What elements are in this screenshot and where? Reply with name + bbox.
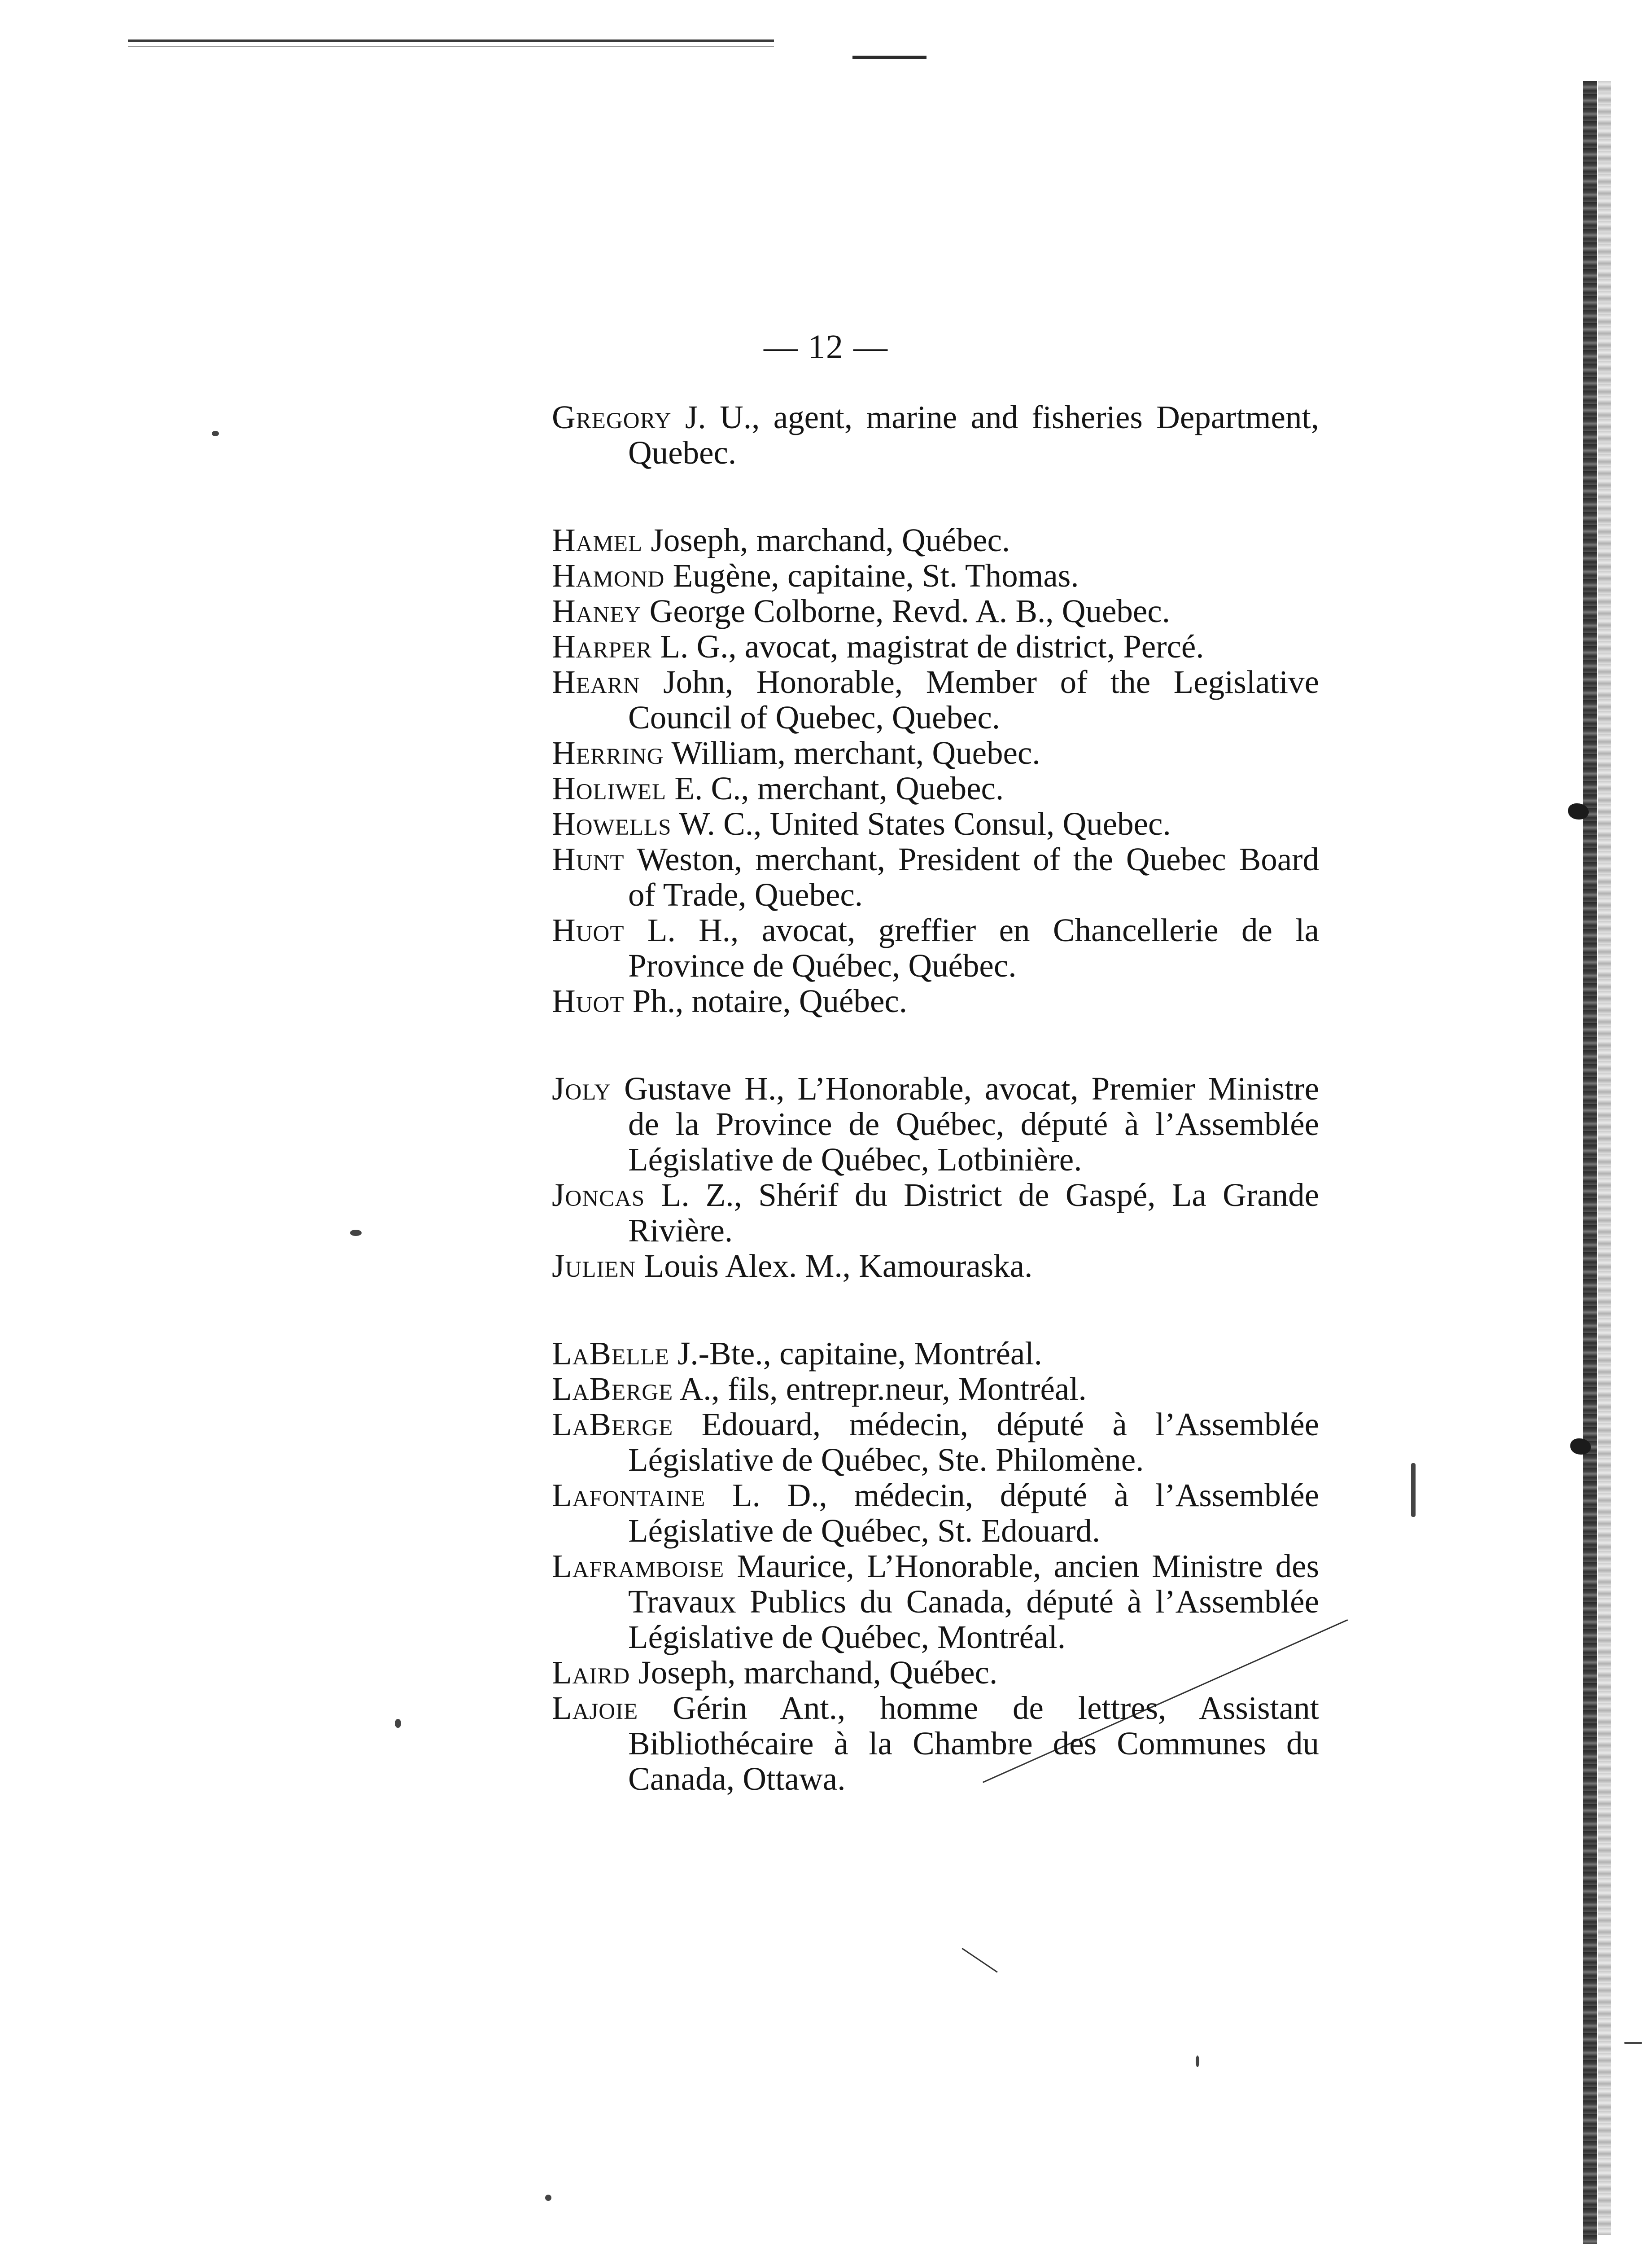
- list-item: [552, 806, 1319, 842]
- ink-blot: [1570, 1438, 1591, 1455]
- entry-details: Gérin Ant., homme de lettres, Assistant Bibliothécaire à la Chambre des Communes du Canada, Ottawa.: [628, 1690, 1319, 1797]
- entry-details: Weston, merchant, President of the Quebec Board of Trade, Quebec.: [624, 841, 1319, 913]
- list-item: [552, 1177, 1319, 1248]
- directory-list: [552, 399, 1319, 1797]
- top-scan-rule-short: [852, 56, 927, 59]
- binding-edge-texture: [1598, 81, 1611, 2235]
- pencil-stroke: [961, 1948, 997, 1973]
- list-item: [552, 1248, 1319, 1284]
- surname: Howells: [552, 806, 672, 842]
- dust-speck: [350, 1230, 362, 1236]
- surname: LaBelle: [552, 1335, 669, 1372]
- entry-details: L. G., avocat, magistrat de district, Percé.: [652, 628, 1204, 665]
- list-item: [552, 1407, 1319, 1477]
- list-item: [552, 1690, 1319, 1797]
- surname: Laird: [552, 1654, 630, 1691]
- surname: Harper: [552, 628, 652, 665]
- entry-details: J.-Bte., capitaine, Montréal.: [669, 1335, 1042, 1372]
- surname: LaBerge: [552, 1371, 673, 1407]
- entry-details: Maurice, L’Honorable, ancien Ministre des Travaux Publics du Canada, député à l’Assemblée Législative de Québec, Montréal.: [628, 1548, 1319, 1655]
- surname: Huot: [552, 912, 625, 948]
- list-item: [552, 842, 1319, 912]
- list-item: [552, 1477, 1319, 1548]
- entry-details: J. U., agent, marine and fisheries Department, Quebec.: [628, 399, 1319, 471]
- top-scan-rule-faint: [128, 46, 774, 47]
- list-item: [552, 558, 1319, 593]
- letter-group-h: [552, 522, 1319, 1019]
- entry-details: Louis Alex. M., Kamouraska.: [636, 1248, 1033, 1284]
- dust-speck: [1624, 2042, 1642, 2044]
- entry-details: E. C., merchant, Quebec.: [666, 770, 1004, 806]
- list-item: [552, 399, 1319, 470]
- entry-details: L. D., médecin, député à l’Assemblée Législative de Québec, St. Edouard.: [628, 1477, 1319, 1549]
- entry-details: Gustave H., L’Honorable, avocat, Premier Ministre de la Province de Québec, député à l’Assemblée Législative de Québec, Lotbinière.: [611, 1070, 1319, 1178]
- surname: Huot: [552, 983, 625, 1019]
- surname: Joncas: [552, 1177, 645, 1213]
- letter-group-l: [552, 1336, 1319, 1797]
- binding-edge-shadow: [1583, 81, 1597, 2244]
- list-item: [552, 735, 1319, 771]
- surname: Haney: [552, 593, 642, 629]
- ink-blot: [1568, 803, 1589, 820]
- list-item: [552, 1655, 1319, 1690]
- entry-details: W. C., United States Consul, Quebec.: [671, 806, 1171, 842]
- entry-details: Joseph, marchand, Québec.: [630, 1654, 998, 1691]
- surname: Hearn: [552, 664, 640, 700]
- letter-group-j: [552, 1071, 1319, 1284]
- entry-details: A., fils, entrepr.neur, Montréal.: [673, 1371, 1087, 1407]
- list-item: [552, 593, 1319, 629]
- entry-details: L. H., avocat, greffier en Chancellerie de la Province de Québec, Québec.: [624, 912, 1319, 984]
- list-item: [552, 1071, 1319, 1177]
- list-item: [552, 664, 1319, 735]
- dust-speck: [1411, 1463, 1416, 1517]
- dust-speck: [212, 431, 219, 436]
- page-number: — 12 —: [764, 328, 888, 366]
- surname: Gregory: [552, 399, 672, 435]
- entry-details: Edouard, médecin, député à l’Assemblée Législative de Québec, Ste. Philomène.: [628, 1406, 1319, 1478]
- entry-details: L. Z., Shérif du District de Gaspé, La Grande Rivière.: [628, 1177, 1319, 1249]
- surname: Joly: [552, 1070, 612, 1107]
- top-scan-rule: [128, 39, 774, 42]
- surname: Laframboise: [552, 1548, 725, 1584]
- entry-details: Eugène, capitaine, St. Thomas.: [664, 557, 1079, 594]
- entry-details: George Colborne, Revd. A. B., Quebec.: [641, 593, 1170, 629]
- surname: Julien: [552, 1248, 636, 1284]
- list-item: [552, 1548, 1319, 1655]
- list-item: [552, 1336, 1319, 1371]
- entry-details: William, merchant, Quebec.: [664, 735, 1040, 771]
- list-item: [552, 983, 1319, 1019]
- surname: LaBerge: [552, 1406, 673, 1442]
- surname: Lafontaine: [552, 1477, 706, 1513]
- surname: Hamel: [552, 522, 643, 558]
- list-item: [552, 629, 1319, 664]
- surname: Holiwel: [552, 770, 667, 806]
- list-item: [552, 1371, 1319, 1407]
- list-item: [552, 522, 1319, 558]
- entry-details: Ph., notaire, Québec.: [624, 983, 907, 1019]
- list-item: [552, 771, 1319, 806]
- letter-group-g: [552, 399, 1319, 470]
- surname: Lajoie: [552, 1690, 638, 1726]
- dust-speck: [395, 1719, 401, 1728]
- entry-details: John, Honorable, Member of the Legislative Council of Quebec, Quebec.: [628, 664, 1319, 736]
- dust-speck: [545, 2195, 551, 2201]
- surname: Herring: [552, 735, 664, 771]
- surname: Hamond: [552, 557, 665, 594]
- surname: Hunt: [552, 841, 625, 877]
- dust-speck: [1196, 2056, 1199, 2067]
- entry-details: Joseph, marchand, Québec.: [642, 522, 1010, 558]
- list-item: [552, 912, 1319, 983]
